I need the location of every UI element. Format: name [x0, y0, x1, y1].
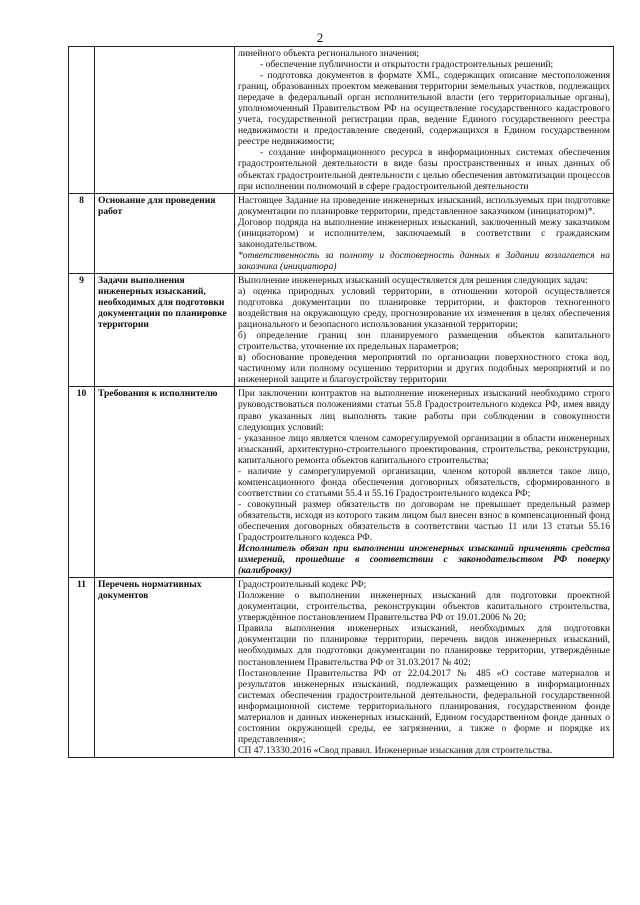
- row-content: [235, 273, 614, 386]
- paragraph: - подготовка документов в формате XML, содержащих описание местоположения границ, образованных проектом межевания территории земельных участков, подлежащих передаче в федеральный орган исполнительной власти (его территориальные органы), уполномоченный Правительством РФ на осуществление государственного кадастрового учета, государственной регистрации прав, ведение Единого государственного реестра недвижимости и предоставление сведений, содержащихся в Едином государственном реестре недвижимости;: [238, 70, 610, 148]
- paragraph: Договор подряда на выполнение инженерных изысканий, заключенный межу заказчиком (инициатором) и исполнителем, заключаемый в соответствии с гражданским законодательством.: [238, 216, 610, 250]
- row-content: [235, 193, 614, 273]
- row-number: [69, 47, 95, 194]
- paragraph: а) оценка природных условий территории, в отношении которой осуществляется подготовка документации по планировке территории, и факторов техногенного воздействия на окружающую среду, прогнозирование их изменения в целях обеспечения рационального и безопасного использования указанной территории;: [238, 285, 610, 331]
- row-content: [235, 387, 614, 578]
- row-content: [235, 47, 614, 194]
- paragraph: Правила выполнения инженерных изысканий, необходимых для подготовки документации по планировке территории, перечень видов инженерных изысканий, необходимых для подготовки документации по планировке территории, утверждённые постановлением Правительства РФ от 31.03.2017 № 402;: [238, 623, 610, 668]
- paragraph: линейного объекта регионального значения;: [238, 48, 420, 59]
- row-heading: Основание для проведения работ: [95, 193, 235, 273]
- paragraph: б) определение границ зон планируемого размещения объектов капитального строительства, уточнение их предельных параметров;: [238, 330, 610, 353]
- paragraph: Градостроительный кодекс РФ;: [238, 579, 367, 591]
- row-content: [235, 578, 614, 758]
- row-heading: Задачи выполнения инженерных изысканий, необходимых для подготовки документации по планировке территории: [95, 273, 235, 386]
- row-number: 11: [69, 578, 95, 758]
- paragraph: - создание информационного ресурса в информационных системах обеспечения градостроительной деятельности в виде базы пространственных и иных данных об объектах градостроительной деятельности с целью обеспечения автоматизации процессов при исполнении полномочий в сфере градостроительной деятельности: [238, 147, 610, 192]
- row-heading: Требования к исполнителю: [95, 387, 235, 578]
- paragraph: - обеспечение публичности и открытости градостроительных решений;: [260, 59, 554, 71]
- table-row: [69, 387, 614, 578]
- paragraph: Выполнение инженерных изысканий осуществляется для решения следующих задач:: [238, 274, 588, 286]
- paragraph: в) обоснование проведения мероприятий по организации поверхностного стока вод, частичному или полному осушению территории и других подобных мероприятий и по инженерной защите и благоустройству территории: [238, 352, 610, 386]
- paragraph: При заключении контрактов на выполнение инженерных изысканий необходимо строго руководствоваться положениями статьи 55.8 Градостроительного кодекса РФ, имея ввиду право указанных лиц выполнять такие работы при соблюдении в совокупности следующих условий:: [238, 388, 610, 433]
- row-number: 8: [69, 193, 95, 273]
- table-row: [69, 578, 614, 758]
- row-number: 9: [69, 273, 95, 386]
- paragraph: - указанное лицо является членом саморегулируемой организации в области инженерных изысканий, архитектурно-строительного проектирования, строительства, реконструкции, капитального ремонта объектов капитального строительства;: [238, 432, 610, 466]
- paragraph: Постановление Правительства РФ от 22.04.2017 № 485 «О составе материалов и результатов инженерных изысканий, подлежащих размещению в информационных системах обеспечения градостроительной деятельности, федеральной государственной информационной системе территориального планирования, государственном фонде материалов и данных инженерных изысканий, Едином государственном фонде данных о состоянии окружающей среды, ее загрязнении, а также о форме и порядке их представления»;: [238, 667, 610, 745]
- paragraph: - совокупный размер обязательств по договорам не превышает предельный размер обязательств, исходя из которого таким лицом был внесен взнос в компенсационный фонд обеспечения договорных обязательств в соответствии частью 11 или 13 статьи 55.16 Градостроительного кодекса РФ.: [238, 498, 610, 544]
- paragraph: Положение о выполнении инженерных изысканий для подготовки проектной документации, строительства, реконструкции объектов капитального строительства, утверждённое постановлением Правительства РФ от 19.01.2006 № 20;: [238, 590, 610, 624]
- page-number: 2: [316, 30, 324, 45]
- row-heading: [95, 47, 235, 194]
- table-row: [69, 47, 614, 194]
- paragraph: *ответственность за полноту и достоверность данных в Задании возлагается на заказчика (инициатора): [238, 249, 610, 272]
- paragraph: - наличие у саморегулируемой организации, членом которой является такое лицо, компенсационного фонда обеспечения договорных обязательств, сформированного в соответствии со статьями 55.4 и 55.16 Градостроительного кодекса РФ;: [238, 465, 610, 499]
- paragraph: Исполнитель обязан при выполнении инженерных изысканий применять средства измерений, прошедшие в соответствии с законодательством РФ поверку (калибровку): [238, 543, 610, 577]
- paragraph: СП 47.13330.2016 «Свод правил. Инженерные изыскания для строительства.: [238, 744, 553, 756]
- paragraph: Настоящее Задание на проведение инженерных изысканий, используемых при подготовке документации по планировке территории, представленное заказчиком (инициатором)*.: [238, 194, 610, 217]
- row-number: 10: [69, 387, 95, 578]
- task-table: [68, 46, 614, 758]
- table-row: [69, 273, 614, 386]
- table-row: [69, 193, 614, 273]
- row-heading: Перечень нормативных документов: [95, 578, 235, 758]
